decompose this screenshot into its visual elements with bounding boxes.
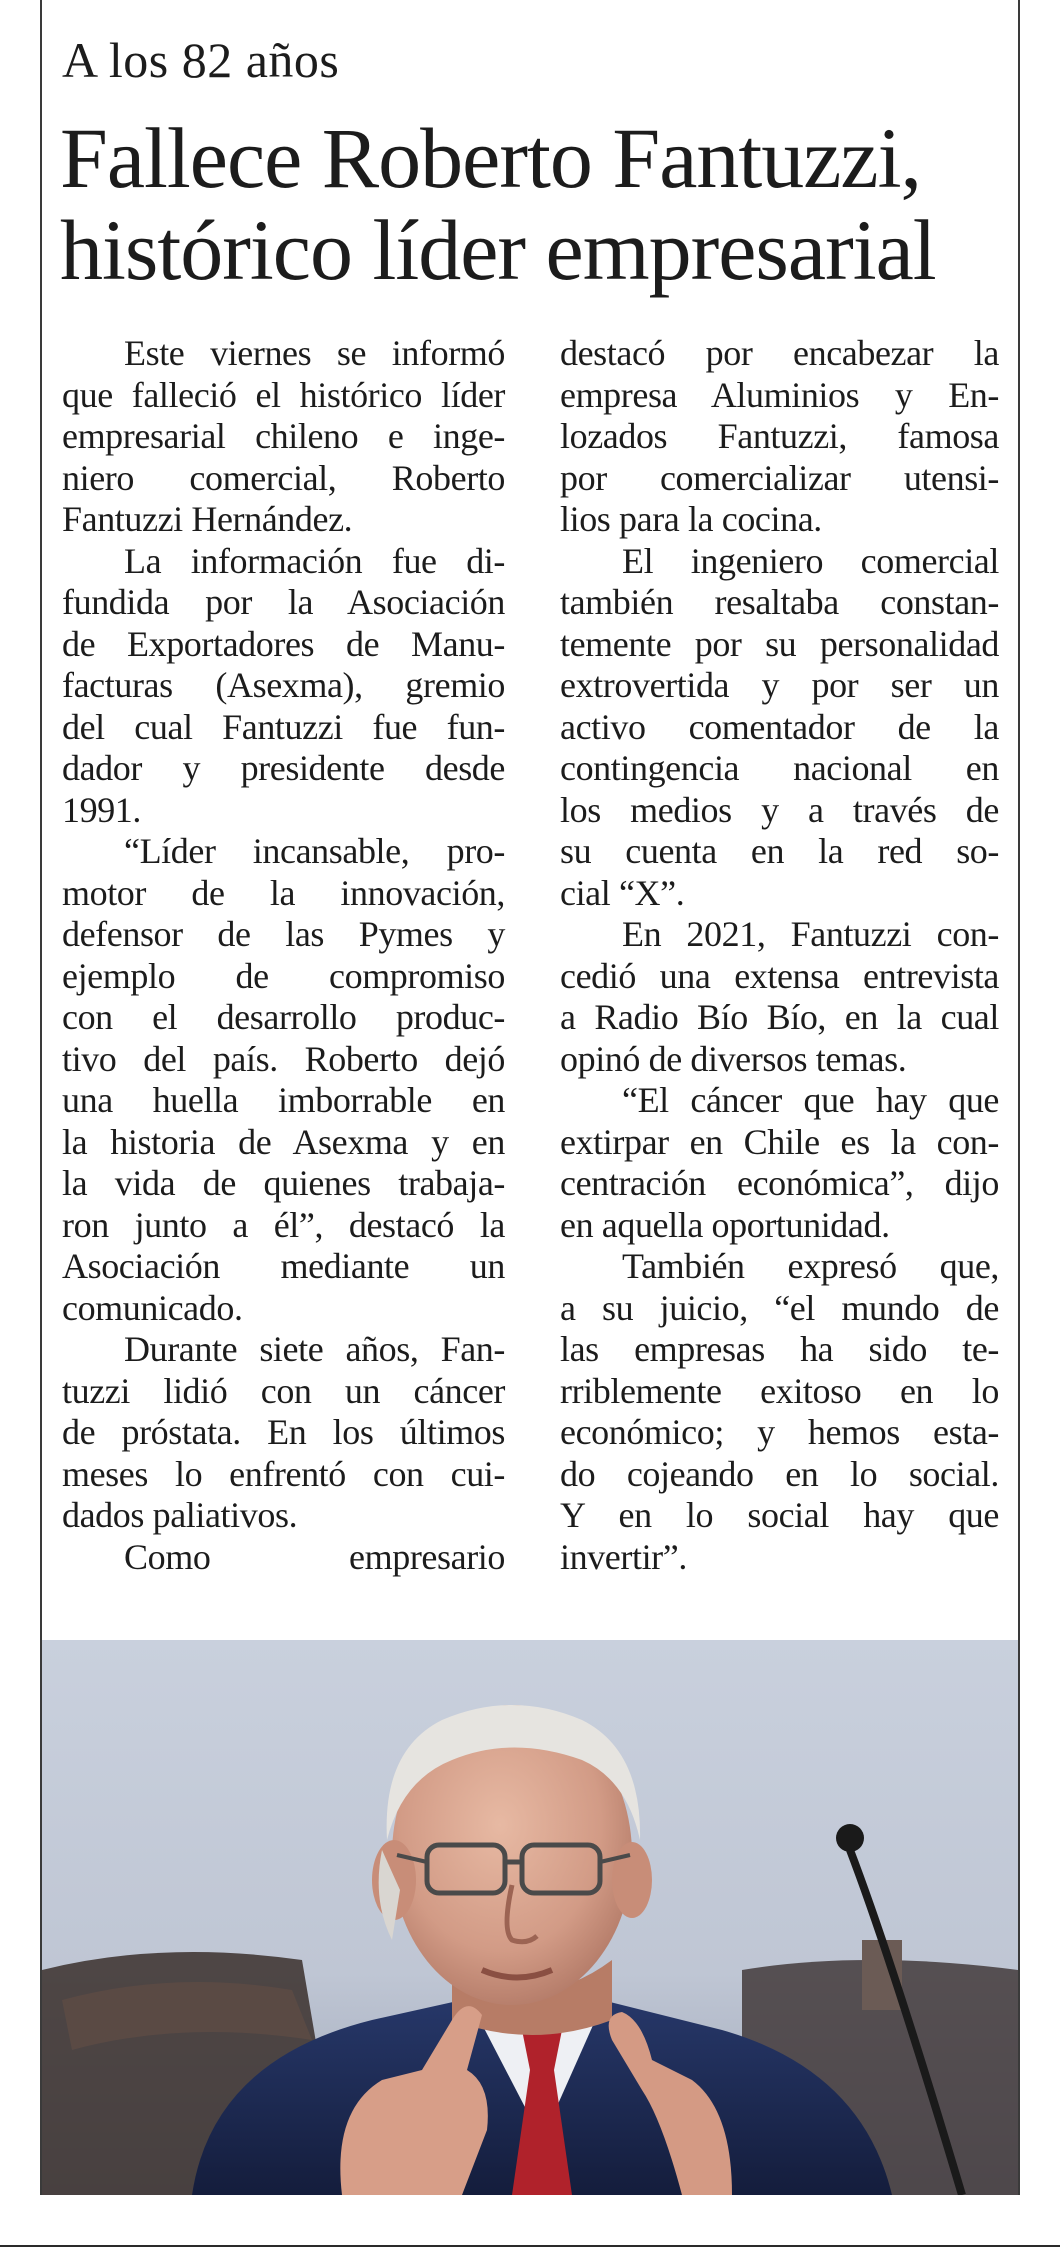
- article-paragraph: [62, 1329, 505, 1537]
- text-line: cial “X”.: [560, 872, 685, 913]
- text-line: defensor de las Pymes y: [62, 914, 505, 954]
- text-line: lozados Fantuzzi, famosa: [560, 416, 999, 456]
- text-line: económico; y hemos esta-: [560, 1412, 999, 1452]
- text-line: empresa Aluminios y En-: [560, 374, 999, 415]
- text-line: del cual Fantuzzi fue fun-: [62, 706, 505, 747]
- text-line: su cuenta en la red so-: [560, 831, 999, 871]
- article-paragraph: [62, 1537, 505, 1579]
- text-line: meses lo enfrentó con cui-: [62, 1453, 505, 1494]
- article-column-right: [560, 333, 999, 1578]
- text-line: Como empresario: [124, 1536, 505, 1577]
- text-line: las empresas ha sido te-: [560, 1329, 999, 1369]
- text-line: de próstata. En los últimos: [62, 1412, 505, 1452]
- text-line: de Exportadores de Manu-: [62, 623, 505, 664]
- text-line: lios para la cocina.: [560, 499, 822, 539]
- article-column-left: [62, 333, 505, 1578]
- text-line: do cojeando en lo social.: [560, 1453, 999, 1494]
- article-paragraph: [560, 914, 999, 1080]
- text-line: niero comercial, Roberto: [62, 457, 505, 498]
- text-line: extirpar en Chile es la con-: [560, 1121, 999, 1162]
- text-line: Fantuzzi Hernández.: [62, 499, 353, 539]
- headline-line: Fallece Roberto Fantuzzi,: [60, 110, 921, 206]
- text-line: Y en lo social hay que: [560, 1495, 999, 1535]
- text-line: La información fue di-: [124, 540, 505, 581]
- text-line: también resaltaba constan-: [560, 582, 999, 622]
- article-paragraph: [560, 1246, 999, 1578]
- text-line: rriblemente exitoso en lo: [560, 1370, 999, 1411]
- article-paragraph: [62, 333, 505, 541]
- text-line: “El cáncer que hay que: [622, 1080, 999, 1120]
- portrait-photo-icon: [42, 1640, 1018, 2195]
- headline-line: histórico líder empresarial: [60, 202, 936, 298]
- text-line: los medios y a través de: [560, 789, 999, 830]
- text-line: con el desarrollo produc-: [62, 997, 505, 1037]
- text-line: ejemplo de compromiso: [62, 955, 505, 996]
- bottom-rule: [0, 2245, 1060, 2247]
- text-line: activo comentador de la: [560, 706, 999, 747]
- text-line: ron junto a él”, destacó la: [62, 1204, 505, 1245]
- text-line: extrovertida y por ser un: [560, 665, 999, 705]
- text-line: dador y presidente desde: [62, 748, 505, 788]
- text-line: destacó por encabezar la: [560, 333, 999, 373]
- text-line: opinó de diversos temas.: [560, 1038, 907, 1079]
- article-paragraph: [560, 333, 999, 541]
- text-line: centración económica”, dijo: [560, 1163, 999, 1203]
- text-line: empresarial chileno e inge-: [62, 416, 505, 456]
- text-line: que falleció el histórico líder: [62, 374, 505, 415]
- article-paragraph: [560, 541, 999, 915]
- text-line: temente por su personalidad: [560, 623, 999, 664]
- text-line: por comercializar utensi-: [560, 457, 999, 498]
- text-line: contingencia nacional en: [560, 748, 999, 788]
- headline: [60, 112, 1010, 296]
- text-line: 1991.: [62, 789, 142, 830]
- text-line: a Radio Bío Bío, en la cual: [560, 997, 999, 1037]
- text-line: En 2021, Fantuzzi con-: [622, 914, 999, 954]
- text-line: fundida por la Asociación: [62, 582, 505, 622]
- text-line: la vida de quienes trabaja-: [62, 1163, 505, 1203]
- text-line: tivo del país. Roberto dejó: [62, 1038, 505, 1079]
- text-line: comunicado.: [62, 1287, 243, 1328]
- text-line: tuzzi lidió con un cáncer: [62, 1370, 505, 1411]
- text-line: la historia de Asexma y en: [62, 1121, 505, 1162]
- text-line: dados paliativos.: [62, 1495, 298, 1535]
- text-line: “Líder incansable, pro-: [124, 831, 505, 871]
- text-line: cedió una extensa entrevista: [560, 955, 999, 996]
- article-paragraph: [560, 1080, 999, 1246]
- text-line: una huella imborrable en: [62, 1080, 505, 1120]
- text-line: en aquella oportunidad.: [560, 1204, 890, 1245]
- text-line: a su juicio, “el mundo de: [560, 1287, 999, 1328]
- text-line: invertir”.: [560, 1536, 687, 1577]
- text-line: El ingeniero comercial: [622, 540, 999, 581]
- article-paragraph: [62, 831, 505, 1329]
- kicker: A los 82 años: [62, 32, 340, 88]
- article-paragraph: [62, 541, 505, 832]
- text-line: Durante siete años, Fan-: [124, 1329, 505, 1369]
- text-line: Asociación mediante un: [62, 1246, 505, 1286]
- text-line: motor de la innovación,: [62, 872, 505, 913]
- text-line: También expresó que,: [622, 1246, 999, 1286]
- article-photo: [42, 1640, 1018, 2195]
- text-line: Este viernes se informó: [124, 333, 505, 373]
- text-line: facturas (Asexma), gremio: [62, 665, 505, 705]
